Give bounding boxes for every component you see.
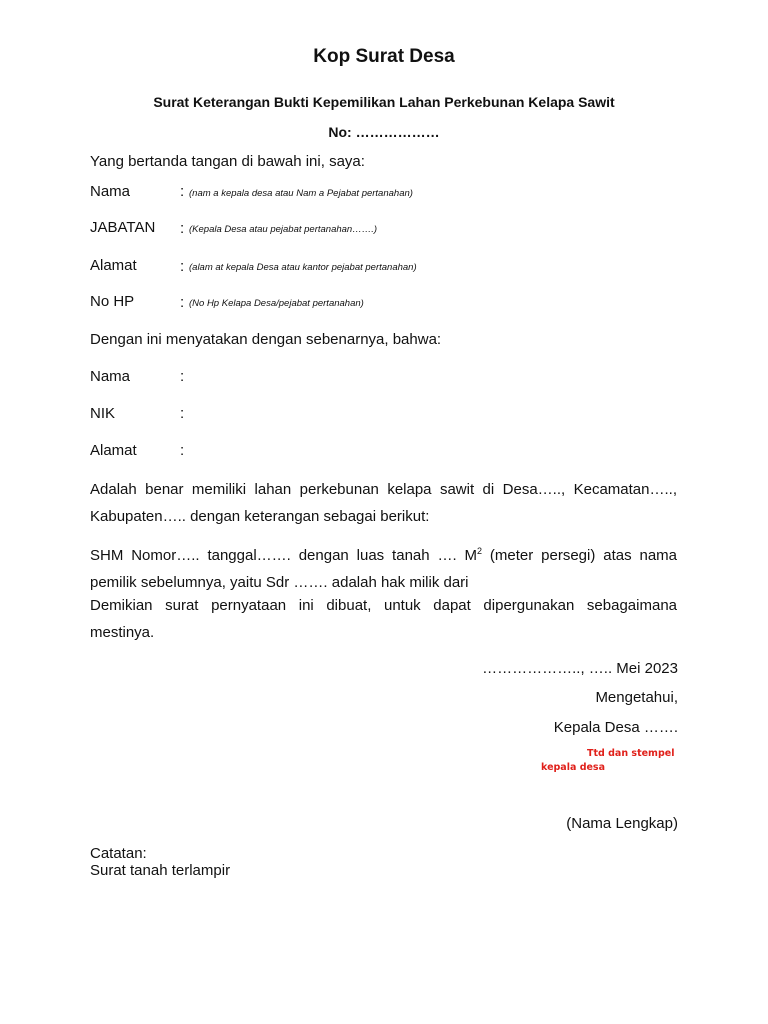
shm-paragraph: [90, 538, 677, 596]
signer-address-colon: :: [180, 258, 185, 275]
signer-position-colon: :: [180, 220, 185, 237]
land-paragraph: Adalah benar memiliki lahan perkebunan kelapa sawit di Desa….., Kecamatan….., Kabupaten….. dengan keterangan sebagai berikut:: [90, 481, 677, 525]
notes-text: Surat tanah terlampir: [90, 862, 231, 879]
subject-nik-colon: :: [180, 405, 185, 422]
closing-paragraph: Demikian surat pernyataan ini dibuat, untuk dapat dipergunakan sebagaimana mestinya.: [90, 597, 677, 641]
signer-name-colon: :: [180, 183, 185, 200]
subject-address-colon: :: [180, 442, 185, 459]
place-date: ……………….., ….. Mei 2023: [482, 660, 678, 677]
shm-superscript: 2: [477, 546, 483, 556]
shm-text-end: (meter persegi) atas nama pemilik sebelumnya, yaitu Sdr ……. adalah hak milik dari: [90, 547, 677, 591]
letter-title: Kop Surat Desa: [313, 46, 455, 67]
signer-name-label: Nama: [90, 183, 131, 200]
signer-intro: Yang bertanda tangan di bawah ini, saya:: [90, 153, 365, 170]
signer-address-note: (alam at kepala Desa atau kantor pejabat pertanahan): [189, 262, 417, 273]
signer-position-note: (Kepala Desa atau pejabat pertanahan…….): [189, 224, 378, 235]
stamp-note-line2: kepala desa: [541, 762, 605, 773]
signer-phone-label: No HP: [90, 293, 135, 310]
full-name-placeholder: (Nama Lengkap): [566, 815, 678, 832]
shm-text-start: SHM Nomor….. tanggal……. dengan luas tanah …. M: [90, 547, 478, 564]
signer-position-label: JABATAN: [90, 219, 156, 236]
signer-phone-note: (No Hp Kelapa Desa/pejabat pertanahan): [189, 298, 364, 309]
subject-address-label: Alamat: [90, 442, 137, 459]
village-head-position: Kepala Desa …….: [553, 719, 678, 736]
subject-name-colon: :: [180, 368, 185, 385]
subject-name-label: Nama: [90, 368, 131, 385]
acknowledged-label: Mengetahui,: [595, 689, 678, 706]
subject-nik-label: NIK: [90, 405, 116, 422]
signer-phone-colon: :: [180, 294, 185, 311]
signer-address-label: Alamat: [90, 257, 137, 274]
stamp-note-line1: Ttd dan stempel: [587, 748, 675, 759]
letter-number: No: ………………: [328, 124, 440, 140]
letter-subtitle: Surat Keterangan Bukti Kepemilikan Lahan Perkebunan Kelapa Sawit: [153, 94, 615, 110]
notes-label: Catatan:: [90, 845, 147, 862]
subject-intro: Dengan ini menyatakan dengan sebenarnya, bahwa:: [90, 331, 442, 348]
signer-name-note: (nam a kepala desa atau Nam a Pejabat pertanahan): [189, 188, 413, 199]
